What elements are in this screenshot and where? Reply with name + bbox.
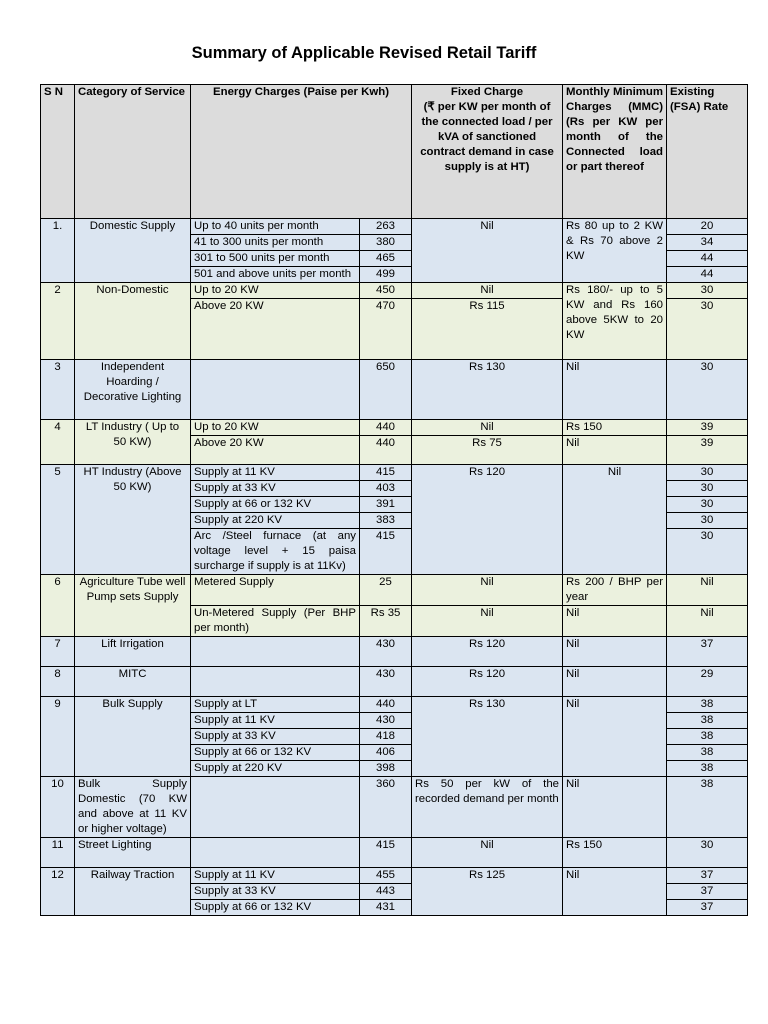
fsa-cell: 38 [667,777,748,838]
fixed-charge-cell: Rs 120 [412,637,563,667]
energy-rate: 440 [360,697,412,713]
energy-desc: 41 to 300 units per month [191,235,360,251]
table-row [41,465,748,481]
mmc-cell: Rs 150 [563,420,667,436]
table-row [41,360,748,420]
energy-rate: 383 [360,513,412,529]
energy-desc: Supply at 220 KV [191,513,360,529]
mmc-cell: Nil [563,606,667,637]
mmc-cell: Nil [563,360,667,420]
fsa-cell: 37 [667,900,748,916]
table-row [41,838,748,868]
header-fixed-charge: Fixed Charge (₹ per KW per month of the connected load / per kVA of sanctioned contract demand in case supply is at HT) [412,85,563,219]
energy-desc: Supply at 66 or 132 KV [191,497,360,513]
sn-cell: 12 [41,868,75,916]
energy-desc: Metered Supply [191,575,360,606]
table-row [41,697,748,713]
page-title: Summary of Applicable Revised Retail Tariff [191,44,537,62]
energy-desc: Supply at 33 KV [191,884,360,900]
energy-desc: Above 20 KW [191,299,360,360]
energy-rate: 470 [360,299,412,360]
header-sn: S N [41,85,75,219]
energy-rate: 415 [360,529,412,575]
energy-desc: Supply at LT [191,697,360,713]
sn-cell: 6 [41,575,75,637]
fsa-cell: 38 [667,761,748,777]
fixed-charge-cell: Nil [412,606,563,637]
fixed-charge-cell: Nil [412,575,563,606]
energy-rate: 391 [360,497,412,513]
mmc-cell: Nil [563,667,667,697]
table-header-row [41,85,748,219]
category-cell: Railway Traction [75,868,191,916]
energy-rate: Rs 35 [360,606,412,637]
energy-desc: Up to 20 KW [191,420,360,436]
fixed-charge-cell: Nil [412,420,563,436]
fsa-cell: 30 [667,299,748,360]
fsa-cell: 20 [667,219,748,235]
table-row [41,219,748,235]
mmc-cell: Nil [563,465,667,575]
category-cell: Bulk Supply [75,697,191,777]
sn-cell: 5 [41,465,75,575]
sn-cell: 8 [41,667,75,697]
energy-desc: Supply at 66 or 132 KV [191,745,360,761]
sn-cell: 3 [41,360,75,420]
fsa-cell: 37 [667,637,748,667]
header-energy-charges: Energy Charges (Paise per Kwh) [191,85,412,219]
energy-rate: 440 [360,420,412,436]
mmc-cell: Rs 180/- up to 5 KW and Rs 160 above 5KW to 20 KW [563,283,667,360]
fixed-charge-cell: Rs 125 [412,868,563,916]
table-row [41,637,748,667]
energy-rate: 360 [360,777,412,838]
energy-desc: Up to 20 KW [191,283,360,299]
fixed-charge-cell: Rs 120 [412,465,563,575]
header-mmc: Monthly Minimum Charges (MMC) (Rs per KW per month of the Connected load or part thereof [563,85,667,219]
energy-rate: 455 [360,868,412,884]
energy-rate: 430 [360,667,412,697]
energy-desc [191,637,360,667]
energy-desc [191,838,360,868]
fsa-cell: 30 [667,481,748,497]
rupee-icon: ₹ [427,101,435,113]
energy-desc: Supply at 33 KV [191,481,360,497]
energy-rate: 440 [360,436,412,465]
mmc-cell: Rs 80 up to 2 KW & Rs 70 above 2 KW [563,219,667,283]
fsa-cell: 37 [667,868,748,884]
fsa-cell: 34 [667,235,748,251]
sn-cell: 9 [41,697,75,777]
fsa-cell: 38 [667,697,748,713]
energy-desc: Supply at 66 or 132 KV [191,900,360,916]
fsa-cell: Nil [667,575,748,606]
mmc-cell: Nil [563,436,667,465]
energy-rate: 263 [360,219,412,235]
mmc-cell: Rs 200 / BHP per year [563,575,667,606]
sn-cell: 7 [41,637,75,667]
fsa-cell: 38 [667,745,748,761]
energy-desc: Supply at 11 KV [191,868,360,884]
sn-cell: 11 [41,838,75,868]
fixed-charge-cell: Rs 120 [412,667,563,697]
fsa-cell: 39 [667,436,748,465]
mmc-cell: Rs 150 [563,838,667,868]
fixed-charge-cell: Nil [412,219,563,283]
table-row [41,667,748,697]
category-cell: Lift Irrigation [75,637,191,667]
fixed-charge-cell: Nil [412,838,563,868]
category-cell: Bulk Supply Domestic (70 KW and above at 11 KV or higher voltage) [75,777,191,838]
fsa-cell: 29 [667,667,748,697]
category-cell: Street Lighting [75,838,191,868]
fsa-cell: 37 [667,884,748,900]
energy-rate: 415 [360,838,412,868]
fsa-cell: Nil [667,606,748,637]
energy-desc: Above 20 KW [191,436,360,465]
energy-rate: 443 [360,884,412,900]
fsa-cell: 30 [667,497,748,513]
energy-desc: Supply at 11 KV [191,713,360,729]
fsa-cell: 38 [667,729,748,745]
energy-rate: 430 [360,637,412,667]
category-cell: HT Industry (Above 50 KW) [75,465,191,575]
fsa-cell: 44 [667,267,748,283]
fsa-cell: 30 [667,529,748,575]
energy-rate: 25 [360,575,412,606]
energy-desc [191,667,360,697]
fixed-charge-cell: Nil [412,283,563,299]
energy-desc: Supply at 11 KV [191,465,360,481]
mmc-cell: Nil [563,697,667,777]
fsa-cell: 38 [667,713,748,729]
fixed-charge-cell: Rs 115 [412,299,563,360]
sn-cell: 2 [41,283,75,360]
energy-rate: 415 [360,465,412,481]
fsa-cell: 30 [667,360,748,420]
fixed-charge-cell: Rs 130 [412,697,563,777]
energy-desc: Supply at 220 KV [191,761,360,777]
mmc-cell: Nil [563,637,667,667]
energy-desc: Up to 40 units per month [191,219,360,235]
energy-rate: 499 [360,267,412,283]
energy-desc: Un-Metered Supply (Per BHP per month) [191,606,360,637]
table-row [41,868,748,884]
energy-rate: 380 [360,235,412,251]
energy-rate: 650 [360,360,412,420]
energy-desc [191,777,360,838]
fsa-cell: 44 [667,251,748,267]
energy-desc: 301 to 500 units per month [191,251,360,267]
table-row [41,420,748,436]
category-cell: MITC [75,667,191,697]
table-row [41,283,748,299]
sn-cell: 10 [41,777,75,838]
header-fsa-rate: Existing (FSA) Rate [667,85,748,219]
energy-rate: 450 [360,283,412,299]
fixed-charge-cell: Rs 75 [412,436,563,465]
energy-rate: 403 [360,481,412,497]
energy-desc: Arc /Steel furnace (at any voltage level + 15 paisa surcharge if supply is at 11Kv) [191,529,360,575]
fsa-cell: 30 [667,283,748,299]
category-cell: LT Industry ( Up to 50 KW) [75,420,191,465]
fixed-charge-cell: Rs 130 [412,360,563,420]
fixed-charge-cell: Rs 50 per kW of the recorded demand per month [412,777,563,838]
category-cell: Domestic Supply [75,219,191,283]
sn-cell: 4 [41,420,75,465]
energy-desc [191,360,360,420]
fsa-cell: 30 [667,513,748,529]
energy-desc: 501 and above units per month [191,267,360,283]
energy-rate: 398 [360,761,412,777]
fsa-cell: 30 [667,838,748,868]
tariff-table [40,84,748,916]
energy-rate: 431 [360,900,412,916]
energy-rate: 430 [360,713,412,729]
energy-rate: 406 [360,745,412,761]
fsa-cell: 39 [667,420,748,436]
header-category: Category of Service [75,85,191,219]
category-cell: Non-Domestic [75,283,191,360]
energy-rate: 465 [360,251,412,267]
energy-rate: 418 [360,729,412,745]
fsa-cell: 30 [667,465,748,481]
table-row [41,777,748,838]
category-cell: Agriculture Tube well Pump sets Supply [75,575,191,637]
mmc-cell: Nil [563,777,667,838]
sn-cell: 1. [41,219,75,283]
mmc-cell: Nil [563,868,667,916]
table-row [41,575,748,606]
energy-desc: Supply at 33 KV [191,729,360,745]
category-cell: Independent Hoarding / Decorative Lighting [75,360,191,420]
